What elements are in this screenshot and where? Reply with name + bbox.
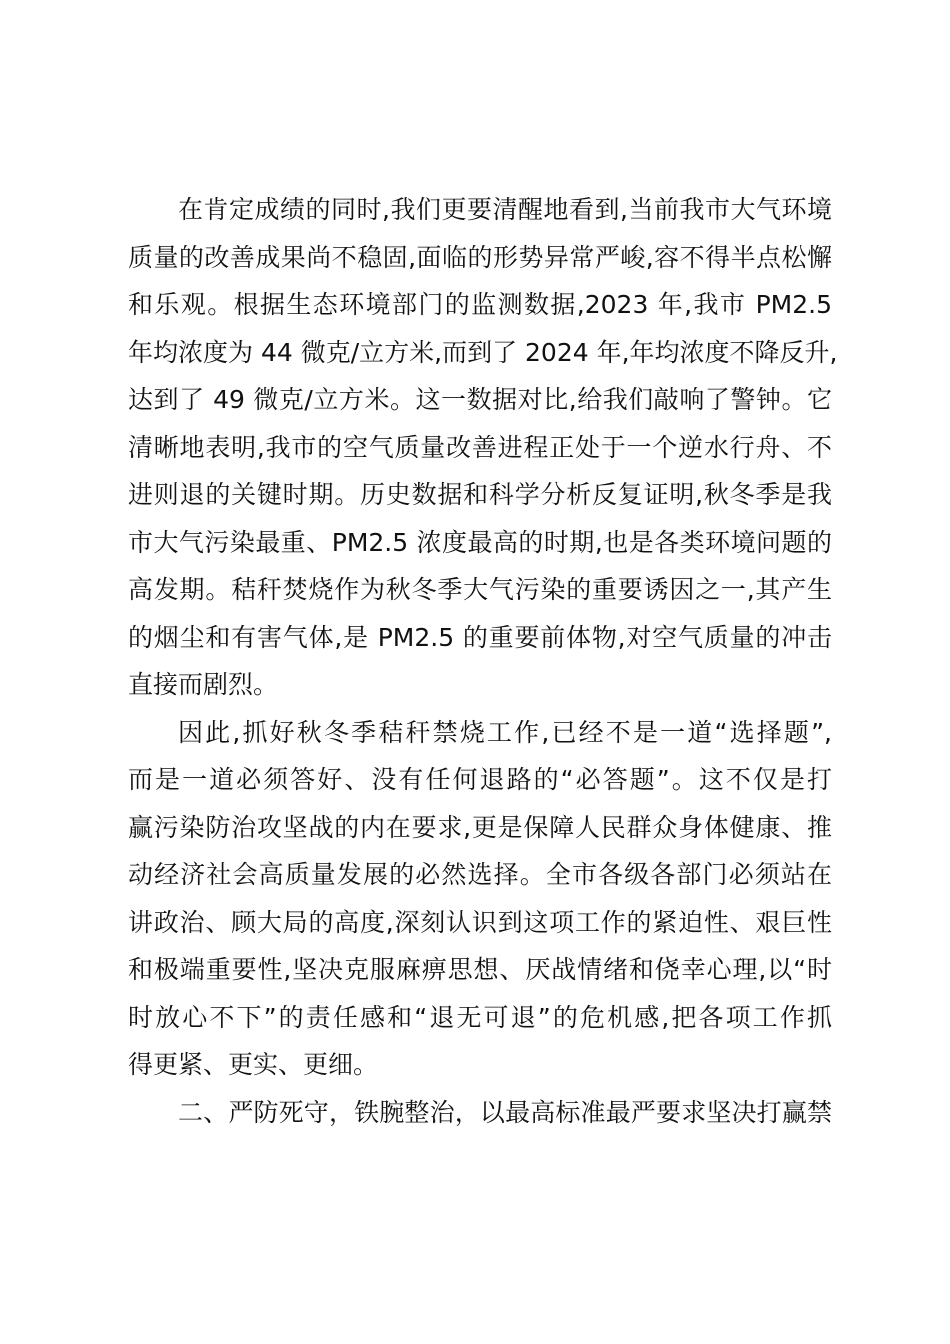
section-heading [128,1089,832,1137]
text-line: 清晰地表明,我市的空气质量改善进程正处于一个逆水行舟、不 [128,432,832,462]
text-line: 直接而剧烈。 [128,670,279,699]
text-line: 赢污染防治攻坚战的内在要求,更是保障人民群众身体健康、推 [128,812,832,842]
text-line: 和极端重要性,坚决克服麻痹思想、厌战情绪和侥幸心理,以“时 [128,955,832,984]
paragraph-1 [128,186,838,709]
text-line: 在肯定成绩的同时,我们更要清醒地看到,当前我市大气环境 [178,195,832,224]
text-line: 得更紧、更实、更细。 [128,1050,379,1079]
paragraph-2 [128,709,832,1089]
text-line: 而是一道必须答好、没有任何退路的“必答题”。这不仅是打 [128,765,832,794]
heading-line: 二、严防死守，铁腕整治，以最高标准最严要求坚决打赢禁 [178,1097,832,1127]
text-line: 达到了 49 微克/立方米。这一数据对比,给我们敲响了警钟。它 [128,385,832,414]
text-line: 时放心不下”的责任感和“退无可退”的危机感,把各项工作抓 [128,1002,832,1032]
text-line: 的烟尘和有害气体,是 PM2.5 的重要前体物,对空气质量的冲击 [128,622,832,652]
text-line: 进则退的关键时期。历史数据和科学分析反复证明,秋冬季是我 [128,480,832,509]
text-line: 质量的改善成果尚不稳固,面临的形势异常严峻,容不得半点松懈 [128,242,832,272]
document-body [128,186,838,1136]
text-line: 年均浓度为 44 微克/立方米,而到了 2024 年,年均浓度不降反升, [128,337,838,367]
text-line: 因此,抓好秋冬季秸秆禁烧工作,已经不是一道“选择题”, [178,717,832,747]
text-line: 讲政治、顾大局的高度,深刻认识到这项工作的紧迫性、艰巨性 [128,907,832,937]
text-line: 动经济社会高质量发展的必然选择。全市各级各部门必须站在 [128,860,832,889]
text-line: 高发期。秸秆焚烧作为秋冬季大气污染的重要诱因之一,其产生 [128,575,832,604]
text-line: 市大气污染最重、PM2.5 浓度最高的时期,也是各类环境问题的 [128,527,832,557]
text-line: 和乐观。根据生态环境部门的监测数据,2023 年,我市 PM2.5 [128,290,832,319]
